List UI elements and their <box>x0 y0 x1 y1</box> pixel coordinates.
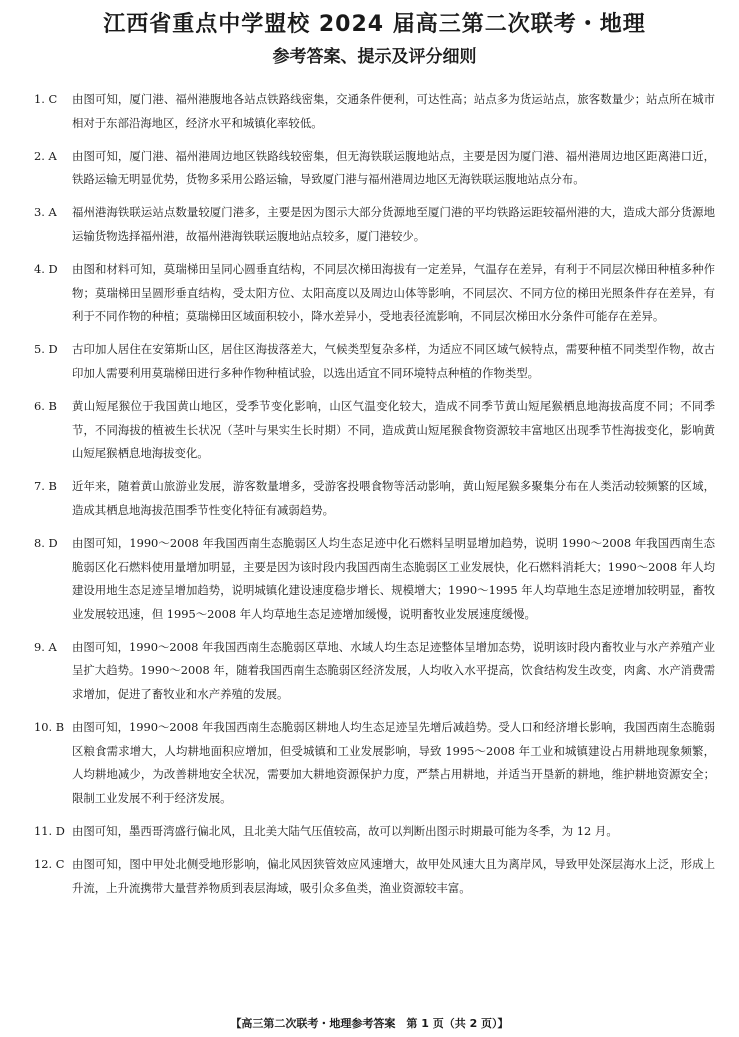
answer-number: 2. A <box>34 148 57 163</box>
answer-number: 11. D <box>34 824 65 839</box>
answer-explanation: 由图可知，厦门港、福州港腹地各站点铁路线密集，交通条件便利，可达性高；站点多为货运站点，旅客数量少；站点所在城市相对于东部沿海地区，经济水平和城镇化率较低。 <box>72 92 715 130</box>
answer-item <box>34 201 715 248</box>
answer-number: 10. B <box>34 720 65 735</box>
answer-number: 3. A <box>34 205 57 220</box>
answer-number: 6. B <box>34 399 57 414</box>
answer-item <box>34 532 715 626</box>
answer-explanation: 由图可知，图中甲处北侧受地形影响，偏北风因狭管效应风速增大，故甲处风速大且为离岸风，导致甲处深层海水上泛，形成上升流，上升流携带大量营养物质到表层海域，吸引众多鱼类，渔业资源较丰富。 <box>72 857 715 895</box>
answer-item <box>34 338 715 385</box>
answer-explanation: 黄山短尾猴位于我国黄山地区，受季节变化影响，山区气温变化较大，造成不同季节黄山短尾猴栖息地海拔高度不同；不同季节，不同海拔的植被生长状况（茎叶与果实生长时期）不同，造成黄山短尾猴食物资源较丰富地区出现季节性海拔变化，影响黄山短尾猴栖息地海拔变化。 <box>72 399 715 461</box>
answer-explanation: 由图可知，1990～2008 年我国西南生态脆弱区耕地人均生态足迹呈先增后减趋势。受人口和经济增长影响，我国西南生态脆弱区粮食需求增大，人均耕地面积应增加，但受城镇和工业发展影响，导致 1995～2008 年工业和城镇建设占用耕地现象频繁，人均耕地减少，为改善耕地安全状况，需要加大耕地资源保护力度，严禁占用耕地，并适当开垦新的耕地，维护耕地资源安全；限制工业发展不利于经济发展。 <box>72 720 715 805</box>
answer-item <box>34 820 715 844</box>
answer-item <box>34 145 715 192</box>
answer-explanation: 由图和材料可知，莫瑞梯田呈同心圆垂直结构，不同层次梯田海拔有一定差异，气温存在差异，有利于不同层次梯田种植多种作物；莫瑞梯田呈圆形垂直结构，受太阳方位、太阳高度以及周边山体等影响，不同层次、不同方位的梯田光照条件存在差异，有利于不同作物的种植；莫瑞梯田区域面积较小，降水差异小，受地表径流影响，不同层次梯田水分条件可能存在差异。 <box>72 262 715 324</box>
answer-item <box>34 88 715 135</box>
answer-explanation: 由图可知，厦门港、福州港周边地区铁路线较密集，但无海铁联运腹地站点，主要是因为厦门港、福州港周边地区距离港口近，铁路运输无明显优势，货物多采用公路运输，导致厦门港与福州港周边地区无海铁联运腹地站点分布。 <box>72 148 715 187</box>
answer-item <box>34 636 715 707</box>
answer-number: 4. D <box>34 262 58 277</box>
answer-explanation: 由图可知，1990～2008 年我国西南生态脆弱区草地、水域人均生态足迹整体呈增加态势，说明该时段内畜牧业与水产养殖产业呈扩大趋势。1990～2008 年，随着我国西南生态脆弱区经济发展，人均收入水平提高，饮食结构发生改变，肉禽、水产消费需求增加，促进了畜牧业和水产养殖的发展。 <box>72 639 715 702</box>
page-subtitle: 参考答案、提示及评分细则 <box>272 47 477 67</box>
answer-number: 12. C <box>34 857 65 872</box>
answer-item <box>34 716 715 810</box>
answer-number: 1. C <box>34 92 58 106</box>
answer-explanation: 由图可知，1990～2008 年我国西南生态脆弱区人均生态足迹中化石燃料呈明显增加趋势，说明 1990～2008 年我国西南生态脆弱区化石燃料使用量增加明显，主要是因为该时段内我国西南生态脆弱区工业发展快，化石燃料消耗大；1990～2008 年人均建设用地生态足迹呈增加趋势，说明城镇化建设速度稳步增长、规模增大；1990～1995 年人均草地生态足迹增加较明显，畜牧业发展较迅速，但 1995～2008 年人均草地生态足迹增加缓慢，说明畜牧业发展速度缓慢。 <box>72 536 715 621</box>
answer-number: 8. D <box>34 536 58 550</box>
answer-item <box>34 475 715 522</box>
answer-explanation: 由图可知，墨西哥湾盛行偏北风，且北美大陆气压值较高，故可以判断出图示时期最可能为冬季，为 12 月。 <box>72 824 618 839</box>
answer-number: 7. B <box>34 479 57 494</box>
answer-explanation: 福州港海铁联运站点数量较厦门港多，主要是因为图示大部分货源地至厦门港的平均铁路运距较福州港的大，造成大部分货源地运输货物选择福州港，故福州港海铁联运腹地站点较多，厦门港较少。 <box>72 205 715 243</box>
answer-item <box>34 258 715 329</box>
answer-item <box>34 395 715 466</box>
page-title: 江西省重点中学盟校 2024 届高三第二次联考・地理 <box>103 12 646 37</box>
answer-item <box>34 853 715 900</box>
answer-number: 9. A <box>34 639 57 654</box>
answer-explanation: 古印加人居住在安第斯山区，居住区海拔落差大，气候类型复杂多样，为适应不同区域气候特点，需要种植不同类型作物，故古印加人需要利用莫瑞梯田进行多种作物种植试验，以选出适宜不同环境特点种植的作物类型。 <box>72 342 715 380</box>
answer-explanation: 近年来，随着黄山旅游业发展，游客数量增多，受游客投喂食物等活动影响，黄山短尾猴多聚集分布在人类活动较频繁的区域，造成其栖息地海拔范围季节性变化特征有减弱趋势。 <box>72 479 715 517</box>
page-footer: 【高三第二次联考・地理参考答案 第 1 页（共 2 页）】 <box>230 1017 509 1030</box>
answer-list <box>34 88 715 900</box>
answer-number: 5. D <box>34 342 58 357</box>
